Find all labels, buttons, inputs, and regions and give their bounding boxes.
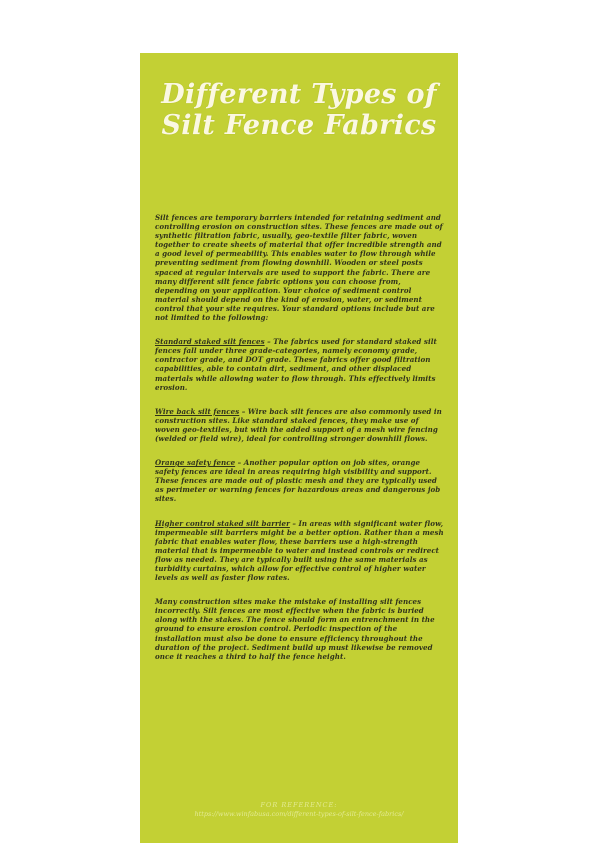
item-text: – The fabrics used for standard staked silt fences fall under three grade-categories, namely economy grade, contractor grade, and DOT grade. These fabrics offer good filtration capabilities, able to contain dirt, sediment, and other displaced materials while allowing water to flow through. This effectively limits erosion. (155, 337, 437, 392)
list-item-orange-safety (155, 458, 444, 503)
closing-paragraph: Many construction sites make the mistake of installing silt fences incorrectly. Silt fences are most effective when the fabric is buried along with the stakes. The fence should form an entrenchment in the ground to ensure erosion control. Periodic inspection of the installation must also be done to ensure efficiency throughout the duration of the project. Sediment build up must likewise be removed once it reaches a third to half the fence height. (155, 597, 435, 661)
article-body (155, 213, 444, 676)
list-item-higher-control (155, 519, 444, 583)
item-text: – Another popular option on job sites, orange safety fences are ideal in areas requiring high visibility and support. These fences are made out of plastic mesh and they are typically used as perimeter or warning fences for hazardous areas and dangerous job sites. (155, 458, 441, 504)
item-text: – Wire back silt fences are also commonly used in construction sites. Like standard staked fences, they make use of woven geo-textiles, but with the added support of a mesh wire fencing (welded or field wire), ideal for controlling stronger downhill flows. (155, 406, 442, 443)
page-title: Different Types of Silt Fence Fabrics (161, 79, 437, 141)
list-item-wire-back (155, 407, 444, 443)
reference-label: FOR REFERENCE: (260, 801, 338, 809)
list-item-standard-staked (155, 337, 444, 392)
reference-footer (140, 801, 458, 819)
item-term: Higher control staked silt barrier (155, 518, 290, 528)
item-term: Wire back silt fences (155, 406, 240, 416)
item-term: Standard staked silt fences (155, 337, 265, 347)
infographic-panel (140, 53, 458, 843)
intro-paragraph: Silt fences are temporary barriers intended for retaining sediment and controlling erosion on construction sites. These fences are made out of synthetic filtration fabric, usually, geo-textile filter fabric, woven together to create sheets of material that offer incredible strength and a good level of permeability. This enables water to flow through while preventing sediment from flowing downhill. Wooden or steel posts spaced at regular intervals are used to support the fabric. There are many different silt fence fabric options you can choose from, depending on your application. Your choice of sediment control material should depend on the kind of erosion, water, or sediment control that your site requires. Your standard options include but are not limited to the following: (155, 213, 443, 323)
item-text: – In areas with significant water flow, impermeable silt barriers might be a better option. Rather than a mesh fabric that enables water flow, these barriers use a high-strength material that is impermeable to water and instead controls or redirect flow as needed. They are typically built using the same materials as turbidity curtains, which allow for effective control of higher water levels as well as faster flow rates. (155, 518, 444, 583)
reference-link[interactable]: https://www.winfabusa.com/different-types-of-silt-fence-fabrics/ (194, 810, 404, 818)
item-term: Orange safety fence (155, 458, 236, 468)
